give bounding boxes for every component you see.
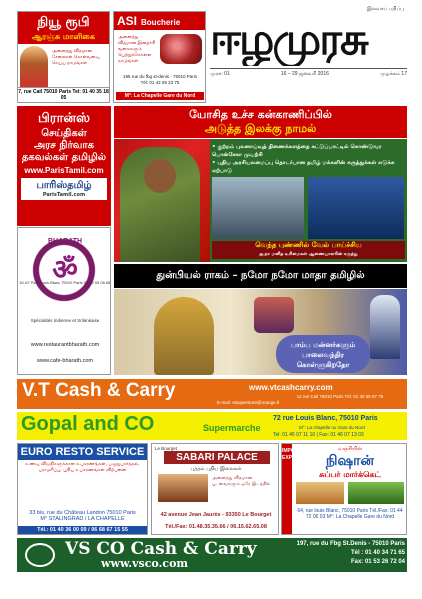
ad-vsco-name: VS CO Cash & Carry	[65, 539, 257, 559]
ad-asi-tel: Tél: 01 42 05 23 75	[140, 80, 180, 85]
ad-vsco-tel: Tél : 01 40 34 71 65	[350, 550, 405, 556]
film-bubble-line3: கொள்ளுகிறதோ	[296, 361, 350, 369]
ad-paris-logo-title: பாரிஸ்தமிழ்	[36, 180, 92, 191]
ad-paris-line3: அரச நிர்வாக	[34, 140, 94, 151]
ad-vsco-address: 197, rue du Fbg St.Denis - 75010 Paris	[296, 541, 405, 547]
ad-vsco-web[interactable]: www.vsco.com	[101, 557, 189, 570]
masthead	[210, 14, 407, 84]
leader-portrait	[120, 147, 200, 262]
ad-nishan-sub: சுப்பர் மார்க்கெட்	[319, 470, 381, 479]
ad-gopal-metro: M°: La chapelle ou Gare du Nord	[299, 425, 365, 430]
ad-paris-line1: பிரான்ஸ்	[38, 111, 90, 126]
ad-euro-body: உணவு விடுதிகளுக்கான உபகரணங்கள், பழுதுபார்த்தல், பராமரிப்பு, புதிய உபகரணங்கள் விற்பனை	[25, 462, 140, 473]
ad-asi-address	[116, 74, 204, 86]
ad-bharath[interactable]	[17, 227, 111, 375]
ad-new-ruby-title: நியூ ரூபி	[18, 12, 109, 32]
ad-sabari-body: அனைத்து விதமான புடவைகளும் ஒரே இடத்தில்	[212, 476, 271, 487]
ad-vt-email[interactable]: E-mail: vtsuperstore@orange.fr	[217, 400, 280, 405]
ad-euro-address-block	[18, 510, 147, 522]
film-caption-bubble	[276, 335, 370, 373]
ad-vt-address: 11 rue Cail 75010 Paris Tél: 01 40 05 97 76	[296, 394, 384, 399]
king-figure	[154, 297, 214, 375]
ad-euro-metro: M° STALINGRAD / LA CHAPELLE	[40, 516, 125, 522]
vsco-logo-icon	[25, 543, 55, 567]
ad-new-ruby-subtitle: ஆரஞ்சு மாளிகை	[18, 32, 109, 44]
ad-euro-address: 33 bis, rue du Château Landon 75010 Paris	[29, 510, 136, 516]
ad-asi-street: 195 rue du fbg st-denis - 75010 Paris	[122, 74, 198, 79]
ad-vt-cash-carry[interactable]	[17, 379, 407, 409]
ad-vsco-cash-carry[interactable]	[17, 538, 407, 572]
ad-vt-web[interactable]: www.vtcashcarry.com	[249, 383, 333, 392]
officials-photo	[212, 177, 304, 239]
ad-gopal[interactable]	[17, 412, 407, 440]
inset-photo	[254, 297, 294, 333]
ad-sabari-tel: Tél./Fax: 01.48.35.35.66 / 06.15.62.65.08	[165, 524, 267, 530]
ad-paris-logo-sub: ParisTamil.com	[42, 192, 86, 198]
ad-sabari-photo	[158, 474, 208, 502]
ad-sabari-tagline: புத்தம் புதிய இலைகள்	[190, 466, 242, 472]
top-note: இலவசப் பதிப்பு	[367, 6, 404, 12]
ad-nishan-title: நிஷான்	[325, 453, 375, 469]
bharath-web-cafe[interactable]: www.cafe-bharath.com	[37, 358, 93, 364]
main-photo-collage	[114, 139, 407, 262]
ad-sabari-pre: Le Bourget	[155, 446, 178, 451]
newspaper-page	[17, 6, 407, 595]
ad-nishan-top: வஞ்சியின்	[337, 446, 363, 452]
ad-sabari-palace[interactable]	[151, 443, 279, 535]
main-headline[interactable]	[114, 106, 407, 138]
ad-gopal-address: 72 rue Louis Blanc, 75010 Paris	[273, 415, 378, 422]
volume-number: முழக்கம் 17	[380, 71, 407, 77]
ad-new-ruby[interactable]	[17, 11, 110, 103]
film-bubble-line2: பாலைவந்திர	[302, 351, 344, 359]
om-icon: ॐ	[52, 253, 78, 286]
main-caption	[212, 241, 405, 259]
ad-nishan-photo-2	[348, 482, 404, 504]
main-headline-line2: அடுத்த இலக்கு நாமல்	[204, 122, 317, 135]
ad-euro-tel: Tél.: 01 40 36 00 09 / 06 68 67 15 55	[18, 526, 147, 534]
ad-nishan-side: IMPORT EXPORT	[282, 444, 292, 535]
ad-paris-logo-box	[21, 178, 107, 200]
main-headline-line1: யோசித உச்ச கன்காணிப்பில்	[189, 108, 332, 121]
film-collage	[114, 289, 407, 375]
ad-sabari-title: SABARI PALACE	[164, 451, 270, 464]
main-bullets	[212, 143, 405, 175]
ad-gopal-tel: Tel: 01 46 07 11 10 | Fax: 01 46 07 13 03	[273, 432, 364, 438]
ad-paristamil[interactable]	[17, 106, 111, 226]
main-caption-title: வெந்த புண்ணில் வேல் பாய்ச்சிய	[255, 241, 362, 249]
ad-gopal-sub: Supermarche	[203, 423, 261, 433]
ad-paris-line2: செய்திகள்	[41, 128, 87, 139]
ad-asi-metro: M°: La Chapelle Gare du Nord	[116, 92, 204, 100]
bharath-specialities: Spécialités Indienne et Srilankaise	[30, 318, 100, 323]
main-caption-sub: ஐ.நா மனித உரிமைகள் ஆணையாளரின் கருத்து	[259, 252, 358, 257]
ad-vt-name: V.T Cash & Carry	[22, 380, 176, 401]
issue-number: முரசு: 01	[210, 71, 230, 77]
ad-euro-title: EURO RESTO SERVICE	[18, 444, 147, 460]
ad-asi-boucherie[interactable]	[113, 11, 206, 103]
main-bullet-2: • புதிய அரசியலமைப்பு தொடர்பான தமிழ் மக்களின் கருத்துக்கள் எடுக்க ஏற்பாடு	[212, 160, 395, 174]
sub-headline[interactable]: துன்பியல் ராகம் – நமோ நமோ மாதா தமிழில்	[114, 264, 407, 288]
ad-nishan-address: 64, rue louis Blanc, 75010 Paris Tél./Fax: 01 44 72 06 03 M°: La Chapelle Gare du Nord	[297, 508, 403, 520]
ad-asi-brand: ASI	[117, 14, 138, 28]
issue-date: 16 – 29 ஜனவரி 2016	[280, 71, 329, 77]
ad-paris-url[interactable]: www.ParisTamil.com	[24, 166, 104, 175]
masthead-logo: ஈழமுரசு	[210, 14, 367, 65]
ad-euro-resto[interactable]	[17, 443, 148, 535]
bharath-web-restaurant[interactable]: www.restaurantbharath.com	[30, 342, 100, 348]
ad-vsco-fax: Fax: 01 53 26 72 04	[350, 559, 405, 565]
ad-asi-body: அனைத்து விதமான இறைச்சி வகைகளும் பெற்றுக்கொள்ள நாடுங்கள்	[118, 34, 156, 63]
ad-nishan-photo-1	[296, 482, 344, 504]
ad-asi-brand-sub: Boucherie	[141, 18, 181, 27]
ad-new-ruby-body: அனைத்து விதமான சேலைகள் கொள்வனவு செய்ய நாடுங்கள்	[52, 48, 100, 65]
ad-asi-header	[114, 12, 205, 30]
portrait-face	[144, 159, 176, 193]
ad-new-ruby-footer: 7, rue Cail 75010 Paris Tel: 01 40 35 18 05	[18, 89, 109, 101]
ad-sabari-address: 42 avenue Jean Jaurès - 93350 Le Bourget	[160, 512, 272, 518]
ad-nishan[interactable]	[281, 443, 407, 535]
bharath-brand: BHARATH	[47, 238, 83, 245]
un-official-photo	[308, 177, 404, 239]
ad-new-ruby-photo	[20, 46, 48, 90]
ad-gopal-name: Gopal and CO	[21, 413, 155, 435]
main-bullet-1: • குற்றம் புலனாய்வுத் திணைக்களத்தை கட்டுப்பாட்டில் கொண்டுவர பொன்சேகா முயற்சி	[212, 144, 382, 158]
bharath-inner-address: 61-67 Rue Louis Blanc 75010 Paris 01 42 09 06 68	[19, 280, 111, 285]
masthead-info	[210, 68, 407, 77]
ad-paris-line4: தகவல்கள் தமிழில்	[21, 152, 107, 163]
child-photo	[370, 295, 400, 359]
film-bubble-line1: பாம்ப மன்னர்களும்	[290, 341, 356, 349]
meat-photo	[160, 34, 202, 64]
ad-vsco-address-block	[277, 540, 405, 567]
